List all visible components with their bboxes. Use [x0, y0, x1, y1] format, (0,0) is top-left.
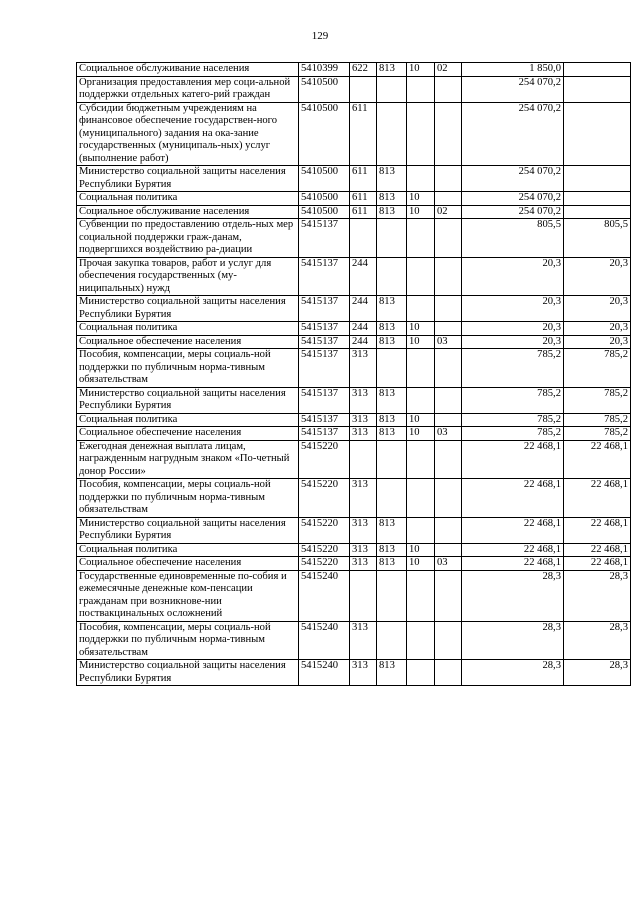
- cell-ministry-code: [377, 349, 407, 388]
- cell-subsection: [435, 166, 462, 192]
- cell-name: Государственные единовременные по-собия и ежемесячные денежные ком-пенсации гражданам при возникнове-нии поствакцинальных осложнений: [77, 570, 299, 621]
- cell-subsection: [435, 387, 462, 413]
- cell-amount-federal: [564, 192, 631, 206]
- cell-name: Субсидии бюджетным учреждениям на финансовое обеспечение государствен-ного (муниципального) задания на ока-зание государственных (муниципаль-ных) услуг (выполнение работ): [77, 102, 299, 166]
- cell-name: Министерство социальной защиты населения Республики Бурятия: [77, 387, 299, 413]
- cell-amount-total: 28,3: [462, 660, 564, 686]
- table-row: [77, 192, 631, 206]
- cell-expense-type: 313: [350, 660, 377, 686]
- cell-name: Министерство социальной защиты населения Республики Бурятия: [77, 660, 299, 686]
- cell-subsection: [435, 413, 462, 427]
- cell-amount-total: 785,2: [462, 349, 564, 388]
- cell-amount-federal: 20,3: [564, 296, 631, 322]
- cell-name: Пособия, компенсации, меры социаль-ной поддержки по публичным норма-тивным обязательствам: [77, 349, 299, 388]
- table-row: [77, 296, 631, 322]
- cell-target-article: 5415137: [299, 413, 350, 427]
- cell-section: 10: [407, 205, 435, 219]
- cell-target-article: 5415220: [299, 517, 350, 543]
- cell-amount-total: 1 850,0: [462, 63, 564, 77]
- cell-name: Субвенции по предоставлению отдель-ных мер социальной поддержки граж-данам, подвергшихся воздействию ра-диации: [77, 219, 299, 258]
- cell-name: Организация предоставления мер соци-альной поддержки отдельных катего-рий граждан: [77, 76, 299, 102]
- cell-section: [407, 219, 435, 258]
- cell-target-article: 5410500: [299, 192, 350, 206]
- cell-target-article: 5410500: [299, 166, 350, 192]
- cell-expense-type: 313: [350, 557, 377, 571]
- cell-ministry-code: 813: [377, 660, 407, 686]
- table-row: [77, 322, 631, 336]
- cell-expense-type: 611: [350, 205, 377, 219]
- cell-target-article: 5410500: [299, 205, 350, 219]
- cell-amount-federal: [564, 63, 631, 77]
- cell-section: [407, 257, 435, 296]
- cell-subsection: [435, 296, 462, 322]
- cell-ministry-code: 813: [377, 205, 407, 219]
- cell-target-article: 5415220: [299, 440, 350, 479]
- cell-ministry-code: 813: [377, 427, 407, 441]
- cell-amount-federal: 785,2: [564, 387, 631, 413]
- cell-section: [407, 387, 435, 413]
- cell-expense-type: 611: [350, 102, 377, 166]
- cell-amount-total: 22 468,1: [462, 479, 564, 518]
- table-row: [77, 387, 631, 413]
- cell-section: 10: [407, 322, 435, 336]
- cell-name: Социальная политика: [77, 322, 299, 336]
- cell-ministry-code: 813: [377, 322, 407, 336]
- cell-amount-federal: 22 468,1: [564, 557, 631, 571]
- cell-expense-type: 611: [350, 192, 377, 206]
- cell-expense-type: 313: [350, 543, 377, 557]
- cell-name: Прочая закупка товаров, работ и услуг для обеспечения государственных (му-ниципальных) нужд: [77, 257, 299, 296]
- cell-subsection: [435, 76, 462, 102]
- cell-amount-total: 785,2: [462, 413, 564, 427]
- cell-target-article: 5415137: [299, 335, 350, 349]
- cell-ministry-code: [377, 76, 407, 102]
- cell-target-article: 5415240: [299, 621, 350, 660]
- cell-section: [407, 349, 435, 388]
- cell-amount-total: 785,2: [462, 387, 564, 413]
- cell-section: 10: [407, 557, 435, 571]
- table-row: [77, 166, 631, 192]
- table-row: [77, 621, 631, 660]
- cell-subsection: [435, 543, 462, 557]
- cell-amount-federal: 20,3: [564, 335, 631, 349]
- table-row: [77, 63, 631, 77]
- cell-subsection: [435, 257, 462, 296]
- cell-subsection: 02: [435, 205, 462, 219]
- cell-target-article: 5415137: [299, 427, 350, 441]
- cell-ministry-code: [377, 440, 407, 479]
- cell-section: [407, 570, 435, 621]
- cell-name: Ежегодная денежная выплата лицам, награжденным нагрудным знаком «По-четный донор России»: [77, 440, 299, 479]
- cell-amount-federal: 785,2: [564, 413, 631, 427]
- cell-ministry-code: 813: [377, 387, 407, 413]
- cell-amount-federal: 20,3: [564, 257, 631, 296]
- cell-subsection: [435, 440, 462, 479]
- cell-name: Пособия, компенсации, меры социаль-ной поддержки по публичным норма-тивным обязательствам: [77, 479, 299, 518]
- cell-expense-type: 244: [350, 322, 377, 336]
- cell-expense-type: 313: [350, 413, 377, 427]
- table-row: [77, 660, 631, 686]
- cell-ministry-code: 813: [377, 63, 407, 77]
- cell-subsection: [435, 570, 462, 621]
- cell-name: Министерство социальной защиты населения Республики Бурятия: [77, 296, 299, 322]
- cell-amount-federal: 22 468,1: [564, 543, 631, 557]
- table-row: [77, 76, 631, 102]
- table-row: [77, 557, 631, 571]
- cell-name: Социальное обеспечение населения: [77, 557, 299, 571]
- cell-amount-total: 805,5: [462, 219, 564, 258]
- cell-ministry-code: [377, 479, 407, 518]
- cell-target-article: 5415220: [299, 557, 350, 571]
- cell-amount-total: 28,3: [462, 570, 564, 621]
- table-row: [77, 349, 631, 388]
- cell-ministry-code: 813: [377, 413, 407, 427]
- cell-section: [407, 102, 435, 166]
- cell-section: [407, 440, 435, 479]
- cell-expense-type: 313: [350, 479, 377, 518]
- cell-subsection: 02: [435, 63, 462, 77]
- cell-subsection: [435, 192, 462, 206]
- cell-name: Социальное обеспечение населения: [77, 335, 299, 349]
- cell-subsection: [435, 517, 462, 543]
- cell-amount-total: 22 468,1: [462, 557, 564, 571]
- cell-amount-federal: 20,3: [564, 322, 631, 336]
- cell-expense-type: 611: [350, 166, 377, 192]
- cell-name: Социальная политика: [77, 543, 299, 557]
- cell-name: Пособия, компенсации, меры социаль-ной поддержки по публичным норма-тивным обязательствам: [77, 621, 299, 660]
- cell-expense-type: 244: [350, 296, 377, 322]
- cell-ministry-code: 813: [377, 296, 407, 322]
- cell-subsection: [435, 349, 462, 388]
- table-row: [77, 517, 631, 543]
- cell-amount-federal: 22 468,1: [564, 517, 631, 543]
- cell-target-article: 5415137: [299, 322, 350, 336]
- cell-ministry-code: [377, 102, 407, 166]
- cell-subsection: [435, 322, 462, 336]
- cell-name: Министерство социальной защиты населения Республики Бурятия: [77, 166, 299, 192]
- cell-section: [407, 621, 435, 660]
- cell-name: Социальная политика: [77, 413, 299, 427]
- cell-subsection: [435, 102, 462, 166]
- cell-target-article: 5415240: [299, 660, 350, 686]
- cell-name: Социальное обеспечение населения: [77, 427, 299, 441]
- cell-subsection: 03: [435, 427, 462, 441]
- cell-amount-total: 20,3: [462, 322, 564, 336]
- cell-expense-type: 313: [350, 349, 377, 388]
- cell-amount-total: 254 070,2: [462, 192, 564, 206]
- cell-section: 10: [407, 192, 435, 206]
- cell-target-article: 5415137: [299, 387, 350, 413]
- cell-ministry-code: [377, 621, 407, 660]
- cell-expense-type: [350, 76, 377, 102]
- cell-ministry-code: [377, 570, 407, 621]
- cell-amount-federal: [564, 166, 631, 192]
- cell-expense-type: 244: [350, 257, 377, 296]
- cell-ministry-code: [377, 257, 407, 296]
- cell-target-article: 5415240: [299, 570, 350, 621]
- cell-name: Социальное обслуживание населения: [77, 63, 299, 77]
- table-row: [77, 205, 631, 219]
- cell-ministry-code: 813: [377, 192, 407, 206]
- cell-amount-federal: [564, 76, 631, 102]
- cell-target-article: 5410500: [299, 76, 350, 102]
- cell-section: 10: [407, 63, 435, 77]
- cell-amount-federal: 785,2: [564, 349, 631, 388]
- cell-amount-total: 22 468,1: [462, 517, 564, 543]
- table-row: [77, 102, 631, 166]
- cell-amount-total: 254 070,2: [462, 205, 564, 219]
- cell-section: [407, 76, 435, 102]
- cell-target-article: 5410500: [299, 102, 350, 166]
- cell-expense-type: 313: [350, 387, 377, 413]
- cell-ministry-code: 813: [377, 335, 407, 349]
- cell-ministry-code: 813: [377, 517, 407, 543]
- cell-amount-federal: [564, 102, 631, 166]
- cell-amount-total: 254 070,2: [462, 102, 564, 166]
- cell-target-article: 5415137: [299, 296, 350, 322]
- cell-ministry-code: 813: [377, 557, 407, 571]
- cell-target-article: 5415137: [299, 219, 350, 258]
- cell-amount-total: 785,2: [462, 427, 564, 441]
- budget-table: [76, 62, 631, 686]
- cell-ministry-code: [377, 219, 407, 258]
- table-row: [77, 335, 631, 349]
- cell-expense-type: [350, 219, 377, 258]
- cell-target-article: 5415220: [299, 543, 350, 557]
- cell-amount-total: 22 468,1: [462, 543, 564, 557]
- table-row: [77, 427, 631, 441]
- table-row: [77, 219, 631, 258]
- cell-target-article: 5410399: [299, 63, 350, 77]
- cell-expense-type: [350, 570, 377, 621]
- cell-amount-federal: 22 468,1: [564, 440, 631, 479]
- cell-name: Социальная политика: [77, 192, 299, 206]
- cell-amount-total: 254 070,2: [462, 166, 564, 192]
- table-row: [77, 413, 631, 427]
- cell-section: 10: [407, 335, 435, 349]
- cell-subsection: 03: [435, 335, 462, 349]
- cell-target-article: 5415220: [299, 479, 350, 518]
- cell-amount-total: 20,3: [462, 335, 564, 349]
- cell-section: 10: [407, 427, 435, 441]
- cell-section: [407, 296, 435, 322]
- cell-expense-type: 313: [350, 427, 377, 441]
- cell-ministry-code: 813: [377, 166, 407, 192]
- cell-subsection: 03: [435, 557, 462, 571]
- cell-section: [407, 660, 435, 686]
- cell-target-article: 5415137: [299, 257, 350, 296]
- cell-target-article: 5415137: [299, 349, 350, 388]
- cell-amount-federal: 785,2: [564, 427, 631, 441]
- table-row: [77, 257, 631, 296]
- cell-expense-type: 244: [350, 335, 377, 349]
- cell-amount-total: 28,3: [462, 621, 564, 660]
- table-row: [77, 479, 631, 518]
- cell-section: [407, 479, 435, 518]
- table-row: [77, 440, 631, 479]
- cell-amount-total: 20,3: [462, 257, 564, 296]
- cell-section: 10: [407, 413, 435, 427]
- cell-subsection: [435, 479, 462, 518]
- page-number: 129: [311, 30, 329, 42]
- cell-subsection: [435, 621, 462, 660]
- cell-section: [407, 166, 435, 192]
- cell-amount-federal: 28,3: [564, 570, 631, 621]
- cell-amount-federal: 22 468,1: [564, 479, 631, 518]
- cell-amount-federal: 28,3: [564, 621, 631, 660]
- cell-subsection: [435, 219, 462, 258]
- cell-amount-federal: [564, 205, 631, 219]
- cell-amount-total: 20,3: [462, 296, 564, 322]
- cell-section: 10: [407, 543, 435, 557]
- table-body: [77, 63, 631, 686]
- cell-subsection: [435, 660, 462, 686]
- cell-name: Министерство социальной защиты населения Республики Бурятия: [77, 517, 299, 543]
- cell-expense-type: [350, 440, 377, 479]
- cell-expense-type: 313: [350, 517, 377, 543]
- table-row: [77, 543, 631, 557]
- cell-amount-total: 254 070,2: [462, 76, 564, 102]
- cell-amount-total: 22 468,1: [462, 440, 564, 479]
- cell-section: [407, 517, 435, 543]
- cell-amount-federal: 28,3: [564, 660, 631, 686]
- cell-expense-type: 622: [350, 63, 377, 77]
- cell-name: Социальное обслуживание населения: [77, 205, 299, 219]
- cell-ministry-code: 813: [377, 543, 407, 557]
- cell-amount-federal: 805,5: [564, 219, 631, 258]
- cell-expense-type: 313: [350, 621, 377, 660]
- table-row: [77, 570, 631, 621]
